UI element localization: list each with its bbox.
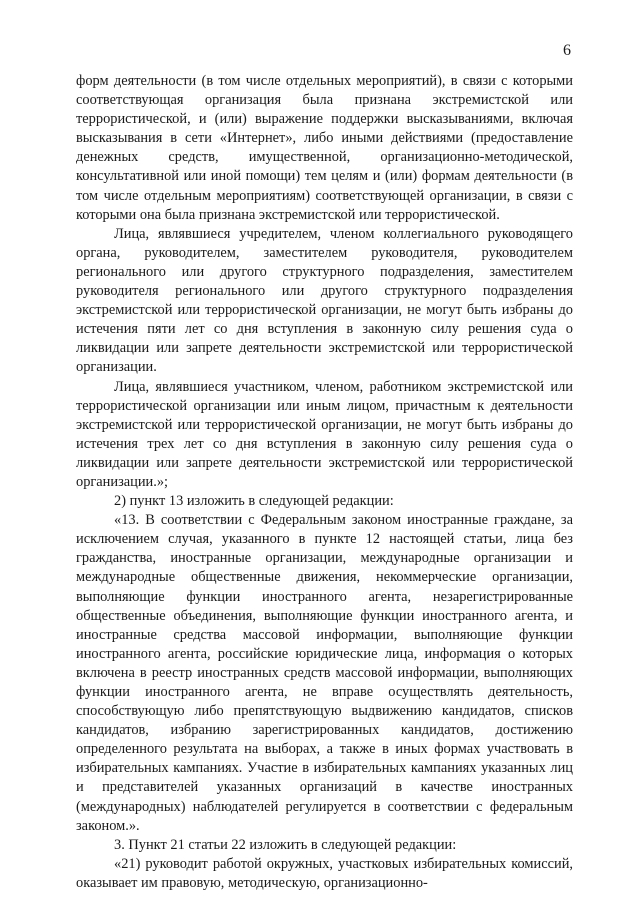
paragraph-participants-restriction: Лица, являвшиеся участником, членом, работником экстремистской или террористической организации или иным лицом, причастным к деятельности экстремистской или террористической организации, не могут быть избраны до истечения трех лет со дня вступления в законную силу решения суда о ликвидации или запрете деятельности экстремистской или террористической организации.»;: [76, 378, 573, 490]
paragraph-continuation: форм деятельности (в том числе отдельных мероприятий), в связи с которыми соответствующая организация была признана экстремистской или террористической, и (или) выражение поддержки высказываниями, включая высказывания в сети «Интернет», либо иными действиями (предоставление денежных средств, имущественной, организационно-методической, консультативной или иной помощи) тем целям и (или) формам деятельности (в том числе отдельным мероприятиям) соответствующей организации, в связи с которыми она была признана экстремистской или террористической.: [76, 73, 573, 223]
paragraph-amendment-point-3: 3. Пункт 21 статьи 22 изложить в следующей редакции:: [114, 836, 457, 853]
page-number: 6: [563, 42, 571, 59]
paragraph-clause-21: «21) руководит работой окружных, участковых избирательных комиссий, оказывает им правовую, методическую, организационно-: [76, 855, 573, 891]
document-body: [76, 72, 573, 893]
paragraph-amendment-point-2: 2) пункт 13 изложить в следующей редакции:: [114, 493, 394, 510]
paragraph-clause-13: «13. В соответствии с Федеральным законом иностранные граждане, за исключением случая, указанного в пункте 12 настоящей статьи, лица без гражданства, иностранные организации, международные организации и международные общественные движения, некоммерческие организации, выполняющие функции иностранного агента, незарегистрированные общественные объединения, выполняющие функции иностранного агента, и иностранные средства массовой информации, выполняющие функции иностранного агента, российские юридические лица, информация о которых включена в реестр иностранных средств массовой информации, выполняющих функции иностранного агента, не вправе осуществлять деятельность, способствующую либо препятствующую выдвижению кандидатов, списков кандидатов, избранию зарегистрированных кандидатов, достижению определенного результата на выборах, а также в иных формах участвовать в избирательных кампаниях. Участие в избирательных кампаниях указанных лиц и представителей указанных организаций в качестве иностранных (международных) наблюдателей регулируется в соответствии с федеральным законом.».: [76, 512, 573, 834]
paragraph-founders-restriction: Лица, являвшиеся учредителем, членом коллегиального руководящего органа, руководителем, заместителем руководителя, руководителем регионального или другого структурного подразделения, заместителем руководителя регионального или другого структурного подразделения экстремистской или террористической организации, не могут быть избраны до истечения пяти лет со дня вступления в законную силу решения суда о ликвидации или запрете деятельности экстремистской или террористической организации.: [76, 225, 573, 376]
